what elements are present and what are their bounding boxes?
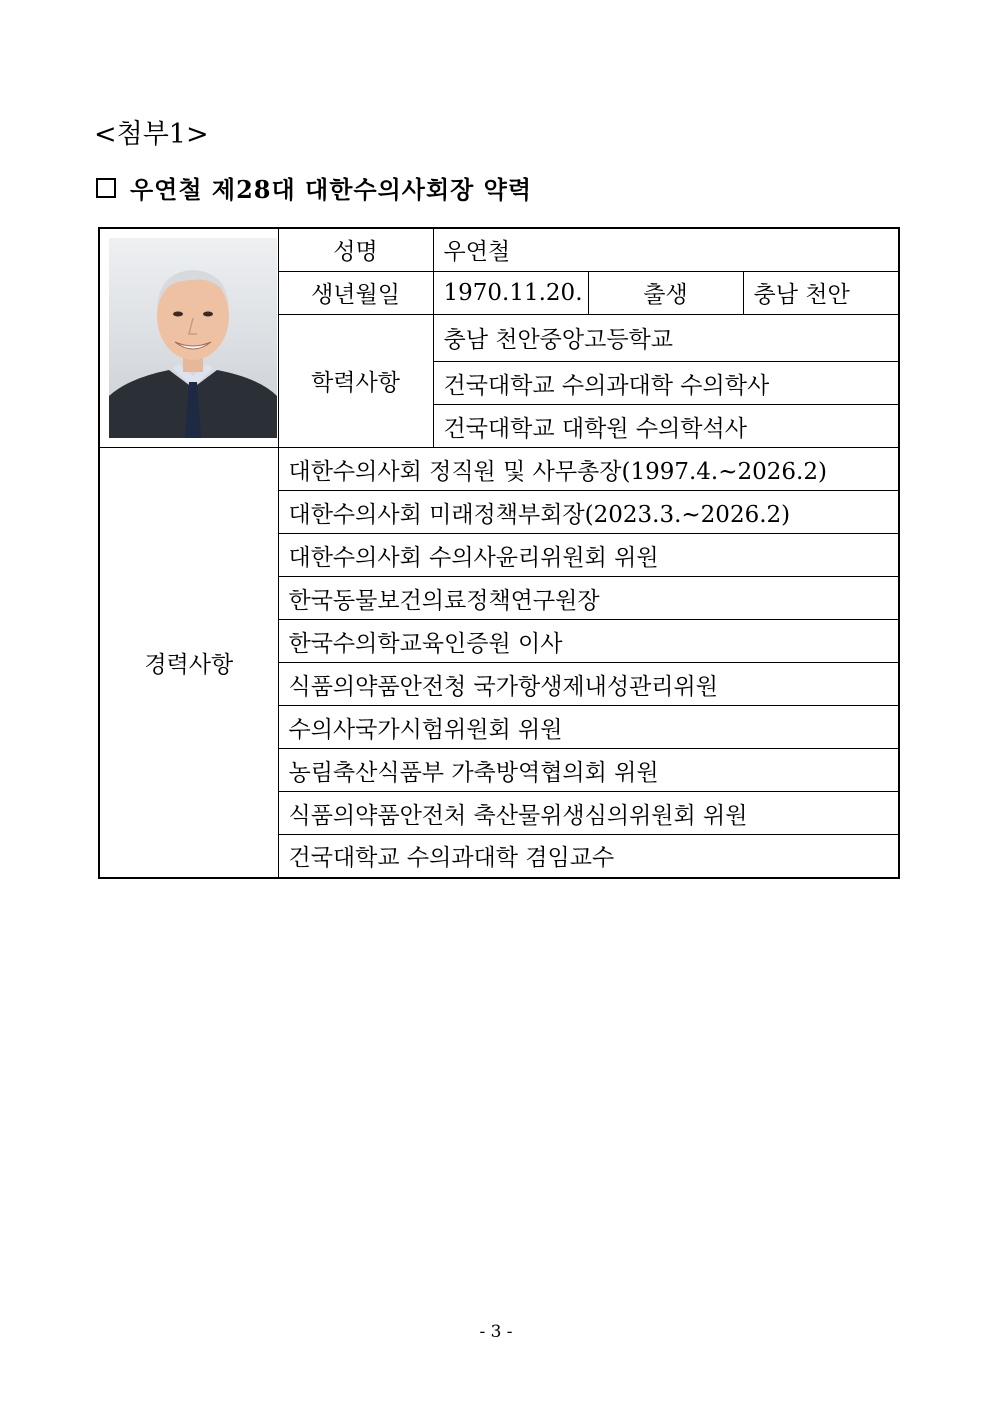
profile-photo (109, 238, 277, 438)
profile-photo-cell (99, 228, 278, 448)
career-item: 한국동물보건의료정책연구원장 (278, 577, 899, 620)
career-item: 대한수의사회 수의사윤리위원회 위원 (278, 534, 899, 577)
section-title-text: 우연철 제28대 대한수의사회장 약력 (130, 175, 533, 204)
career-item: 식품의약품안전청 국가항생제내성관리위원 (278, 663, 899, 706)
birth-value: 1970.11.20. (433, 271, 588, 314)
birth-label: 생년월일 (278, 271, 433, 314)
career-item: 건국대학교 수의과대학 겸임교수 (278, 835, 899, 878)
career-item: 식품의약품안전처 축산물위생심의위원회 위원 (278, 792, 899, 835)
career-item: 농림축산식품부 가축방역협의회 위원 (278, 749, 899, 792)
square-bullet-icon (96, 178, 116, 198)
career-item: 한국수의학교육인증원 이사 (278, 620, 899, 663)
section-title (96, 170, 532, 205)
name-value: 우연철 (433, 228, 899, 271)
education-label: 학력사항 (278, 314, 433, 448)
profile-table (98, 227, 900, 879)
career-item: 수의사국가시험위원회 위원 (278, 706, 899, 749)
education-item: 건국대학교 수의과대학 수의학사 (433, 362, 899, 405)
birthplace-label: 출생 (588, 271, 743, 314)
birthplace-value: 충남 천안 (743, 271, 899, 314)
career-item: 대한수의사회 정직원 및 사무총장(1997.4.~2026.2) (278, 448, 899, 491)
education-item: 충남 천안중앙고등학교 (433, 314, 899, 362)
attachment-label: <첨부1> (94, 119, 209, 150)
name-label: 성명 (278, 228, 433, 271)
career-label: 경력사항 (99, 448, 278, 878)
career-item: 대한수의사회 미래정책부회장(2023.3.~2026.2) (278, 491, 899, 534)
page-number: - 3 - (479, 1322, 513, 1342)
education-item: 건국대학교 대학원 수의학석사 (433, 405, 899, 448)
